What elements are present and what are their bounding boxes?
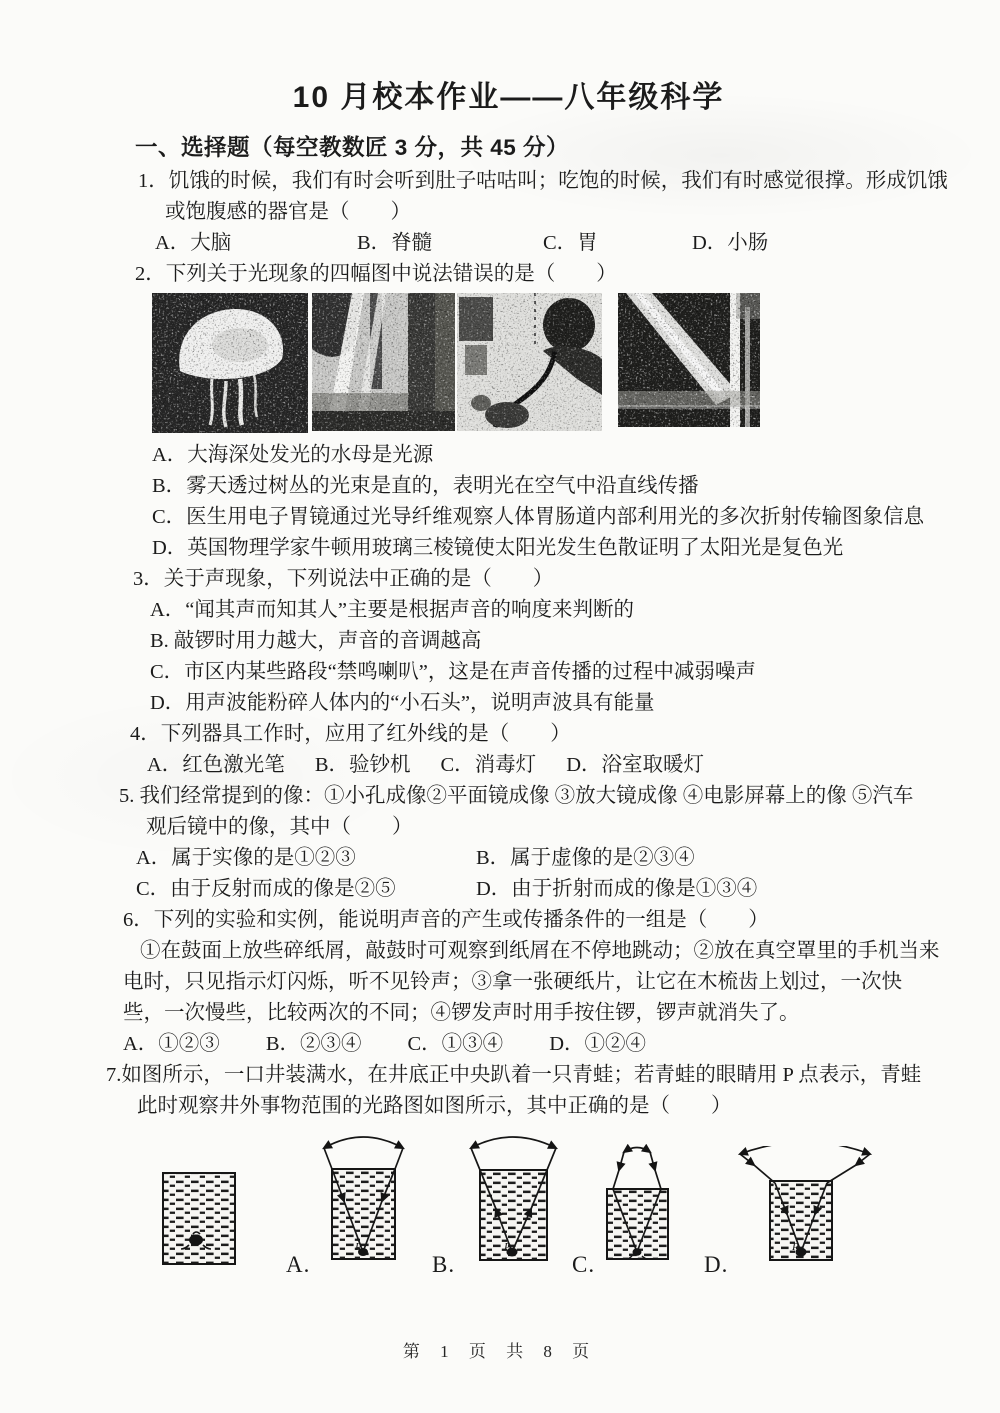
q1-stem-line2: 或饱腹感的器官是（ ） — [165, 201, 411, 223]
q5-stem-line2: 观后镜中的像，其中（ ） — [146, 816, 413, 838]
point-p-label: P — [504, 1241, 511, 1253]
q6-stem: 6．下列的实验和实例，能说明声音的产生或传播条件的一组是（ ） — [123, 909, 769, 931]
q5-option-c: C．由于反射而成的像是②⑤ — [136, 878, 396, 900]
q5-options-row1 — [119, 843, 884, 874]
page-footer: 第 1 页 共 8 页 — [402, 1342, 598, 1361]
question-3 — [133, 564, 884, 719]
q3-stem: 3．关于声现象，下列说法中正确的是（ ） — [133, 568, 554, 590]
jellyfish-photo — [152, 293, 308, 433]
q5-option-d: D．由于折射而成的像是①③④ — [476, 878, 758, 900]
q6-option-c: C．①③④ — [407, 1033, 504, 1055]
well-diagram-c — [598, 1144, 676, 1262]
diagram-label-d: D. — [704, 1252, 729, 1277]
diagram-label-c: C. — [572, 1252, 596, 1277]
well-diagram-b — [462, 1135, 562, 1261]
q6-body-line2: 电时，只见指示灯闪烁，听不见铃声；③拿一张硬纸片，让它在木梳齿上划过，一次快 — [123, 971, 902, 993]
q3-option-c: C．市区内某些路段“禁鸣喇叭”，这是在声音传播的过程中减弱噪声 — [150, 661, 756, 683]
q7-stem-line1: 7.如图所示，一口井装满水，在井底正中央趴着一只青蛙；若青蛙的眼睛用 P 点表示，青蛙 — [106, 1064, 922, 1086]
diagram-label-b: B. — [432, 1252, 456, 1277]
q2-option-c: C．医生用电子胃镜通过光导纤维观察人体胃肠道内部利用光的多次折射传输图象信息 — [152, 506, 925, 528]
q1-option-d: D．小肠 — [692, 232, 769, 254]
light-beam-photo — [618, 293, 760, 427]
q1-stem-line1: 1．饥饿的时候，我们有时会听到肚子咕咕叫；吃饱的时候，我们有时感觉很撑。形成饥饿 — [138, 170, 948, 192]
q3-option-a: A．“闻其声而知其人”主要是根据声音的响度来判断的 — [150, 599, 635, 621]
q2-stem: 2．下列关于光现象的四幅图中说法错误的是（ ） — [135, 263, 617, 285]
page-title: 10 月校本作业——八年级科学 — [292, 81, 725, 114]
question-4 — [130, 719, 884, 781]
q2-option-b: B．雾天透过树丛的光束是直的，表明光在空气中沿直线传播 — [152, 475, 699, 497]
q2-option-d: D．英国物理学家牛顿用玻璃三棱镜使太阳光发生色散证明了太阳光是复色光 — [152, 537, 844, 559]
q7-diagrams — [0, 1132, 1000, 1284]
q6-body-line1: ①在鼓面上放些碎纸屑，敲鼓时可观察到纸屑在不停地跳动；②放在真空罩里的手机当来 — [140, 940, 940, 962]
q7-stem-line2: 此时观察井外事物范围的光路图如图所示，其中正确的是（ ） — [137, 1095, 732, 1117]
point-p-label: P — [792, 1241, 799, 1253]
q1-option-c: C．胃 — [543, 232, 598, 254]
section-heading: 一、选择题（每空教数匠 3 分，共 45 分） — [135, 135, 570, 160]
question-5 — [119, 781, 914, 905]
q6-option-d: D．①②④ — [549, 1033, 646, 1055]
q2-photo-row — [152, 293, 884, 433]
point-p-label: P — [355, 1241, 362, 1253]
q5-option-b: B．属于虚像的是②③④ — [476, 847, 695, 869]
question-2 — [135, 259, 925, 564]
q6-option-b: B．②③④ — [265, 1033, 362, 1055]
q1-option-b: B．脊髓 — [357, 232, 433, 254]
question-1 — [138, 166, 948, 259]
q6-option-a: A．①②③ — [123, 1033, 220, 1055]
question-6 — [123, 905, 940, 1060]
light-beams-through-trees-photo — [312, 293, 455, 431]
q5-options-row2 — [119, 874, 884, 905]
question-7 — [106, 1060, 922, 1122]
reference-well-diagram — [160, 1170, 238, 1267]
q1-options — [138, 228, 884, 259]
q1-option-a: A．大脑 — [155, 232, 232, 254]
q6-options — [123, 1029, 884, 1060]
q5-option-a: A．属于实像的是①②③ — [136, 847, 356, 869]
q4-option-b: B．验钞机 — [314, 754, 411, 776]
q3-option-d: D．用声波能粉碎人体内的“小石头”，说明声波具有能量 — [150, 692, 655, 714]
q4-option-d: D．浴室取暖灯 — [566, 754, 704, 776]
q4-option-c: C．消毒灯 — [440, 754, 537, 776]
q5-stem-line1: 5. 我们经常提到的像：①小孔成像②平面镜成像 ③放大镜成像 ④电影屏幕上的像 ⑤汽车 — [119, 785, 914, 807]
q4-stem: 4．下列器具工作时，应用了红外线的是（ ） — [130, 723, 571, 745]
q4-options — [130, 750, 884, 781]
q6-body-line3: 些，一次慢些，比较两次的不同；④锣发声时用手按住锣，锣声就消失了。 — [123, 1002, 800, 1024]
well-diagram-a — [315, 1134, 411, 1262]
q4-option-a: A．红色激光笔 — [147, 754, 285, 776]
diagram-label-a: A. — [286, 1252, 311, 1277]
q2-option-a: A．大海深处发光的水母是光源 — [152, 444, 434, 466]
gastroscope-photo — [457, 293, 602, 431]
well-diagram-d — [735, 1146, 875, 1262]
q3-option-b: B. 敲锣时用力越大，声音的音调越高 — [150, 630, 482, 652]
